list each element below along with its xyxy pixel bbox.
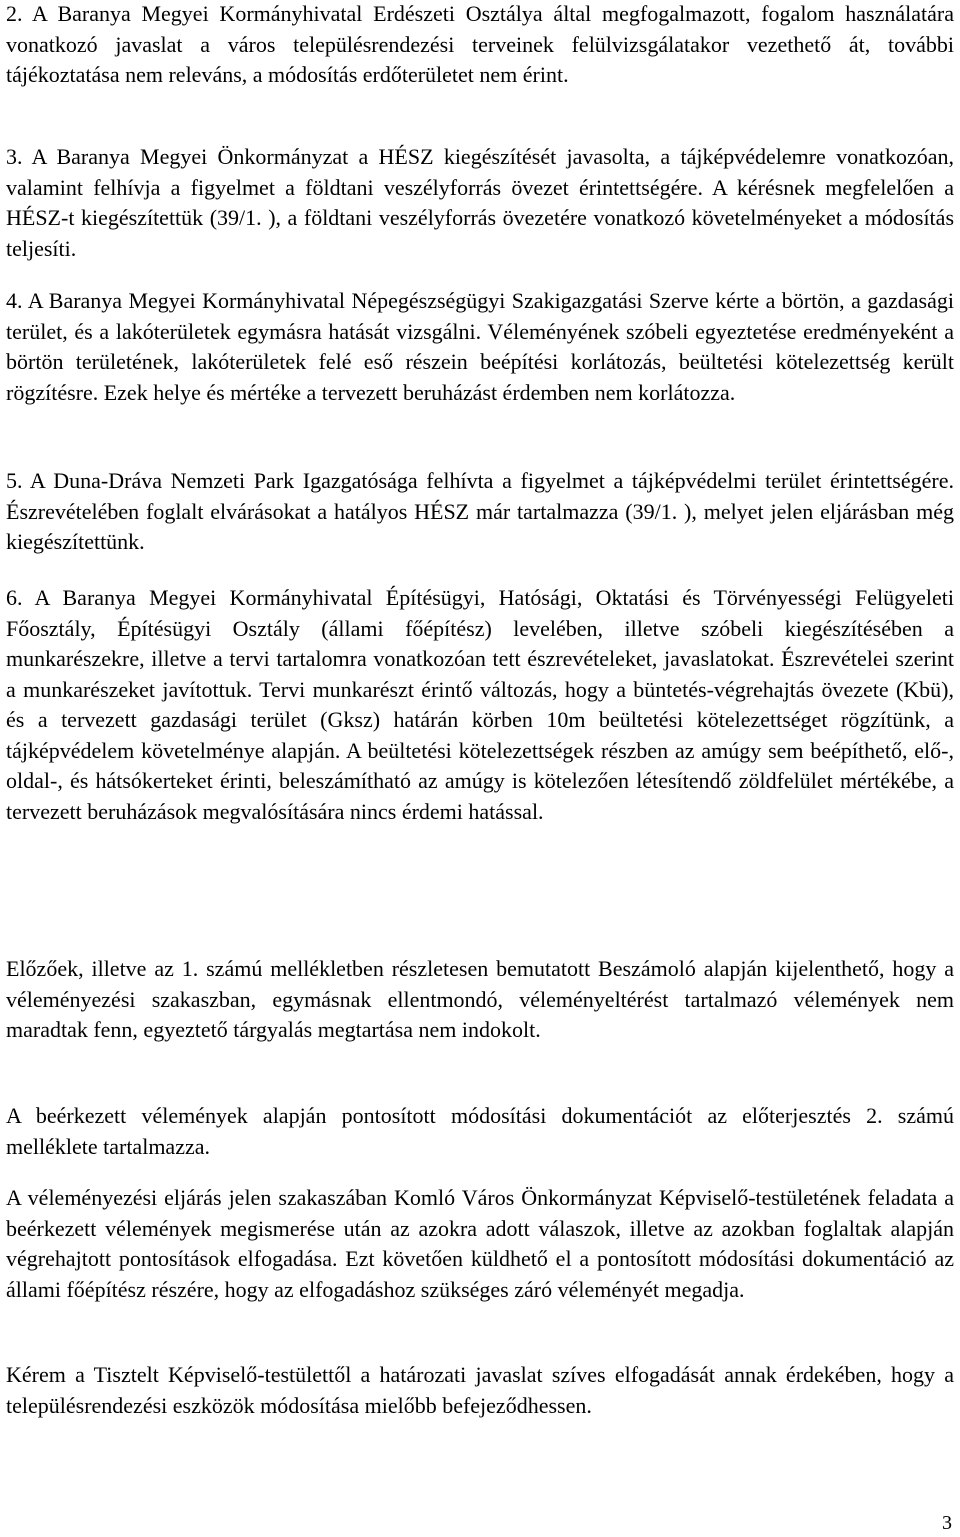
paragraph-attachment: A beérkezett vélemények alapján pontosított módosítási dokumentációt az előterjesztés 2. számú melléklete tartalmazza.	[6, 1103, 954, 1159]
paragraph-procedure: A véleményezési eljárás jelen szakaszában Komló Város Önkormányzat Képviselő-testületének feladata a beérkezett vélemények megismerése után az azokra adott válaszok, illetve az azokban foglaltak alapján végrehajtott pontosítások elfogadása. Ezt követően küldhető el a pontosított módosítási dokumentáció az állami főépítész részére, hogy az elfogadáshoz szükséges záró véleményét megadja.	[6, 1185, 954, 1302]
paragraph-request: Kérem a Tisztelt Képviselő-testülettől a határozati javaslat szíves elfogadását annak érdekében, hogy a településrendezési eszközök módosítása mielőbb befejeződhessen.	[6, 1362, 954, 1418]
paragraph-item-2: 2. A Baranya Megyei Kormányhivatal Erdészeti Osztálya által megfogalmazott, fogalom használatára vonatkozó javaslat a város településrendezési terveinek felülvizsgálatakor vezethető át, további tájékoztatása nem releváns, a módosítás erdőterületet nem érint.	[6, 1, 954, 87]
paragraph-item-5: 5. A Duna-Dráva Nemzeti Park Igazgatósága felhívta a figyelmet a tájképvédelmi terület érintettségére. Észrevételében foglalt elvárásokat a hatályos HÉSZ már tartalmazza (39/1. ), melyet jelen eljárásban még kiegészítettünk.	[6, 468, 954, 554]
page-number: 3	[942, 1512, 952, 1534]
paragraph-item-6: 6. A Baranya Megyei Kormányhivatal Építésügyi, Hatósági, Oktatási és Törvényességi Felügyeleti Főosztály, Építésügyi Osztály (állami főépítész) levelében, illetve szóbeli kiegészítésében a munkarészekre, illetve a tervi tartalomra vonatkozóan tett észrevételeket, javaslatokat. Észrevételei szerint a munkarészeket javítottuk. Tervi munkarészt érintő változás, hogy a büntetés-végrehajtás övezete (Kbü), és a tervezett gazdasági terület (Gksz) határán körben 10m beültetési kötelezettséget rögzítünk, a tájképvédelem követelménye alapján. A beültetési kötelezettségek részben az amúgy sem beépíthető, elő-, oldal-, és hátsókerteket érinti, beleszámítható az amúgy is kötelezően létesítendő zöldfelület mértékébe, a tervezett beruházások megvalósítására nincs érdemi hatással.	[6, 585, 954, 824]
paragraph-item-3: 3. A Baranya Megyei Önkormányzat a HÉSZ kiegészítését javasolta, a tájképvédelemre vonatkozóan, valamint felhívja a figyelmet a földtani veszélyforrás övezet érintettségére. A kérésnek megfelelően a HÉSZ-t kiegészítettük (39/1. ), a földtani veszélyforrás övezetére vonatkozó követelményeket a módosítás teljesíti.	[6, 144, 954, 261]
paragraph-item-4: 4. A Baranya Megyei Kormányhivatal Népegészségügyi Szakigazgatási Szerve kérte a börtön, a gazdasági terület, és a lakóterületek egymásra hatását vizsgálni. Véleményének szóbeli egyeztetése eredményeként a börtön területének, lakóterületek felé eső részein beépítési korlátozás, beültetési kötelezettség került rögzítésre. Ezek helye és mértéke a tervezett beruházást érdemben nem korlátozza.	[6, 288, 954, 405]
paragraph-summary: Előzőek, illetve az 1. számú mellékletben részletesen bemutatott Beszámoló alapján kijelenthető, hogy a véleményezési szakaszban, egymásnak ellentmondó, véleményeltérést tartalmazó vélemények nem maradtak fenn, egyeztető tárgyalás megtartása nem indokolt.	[6, 956, 954, 1042]
